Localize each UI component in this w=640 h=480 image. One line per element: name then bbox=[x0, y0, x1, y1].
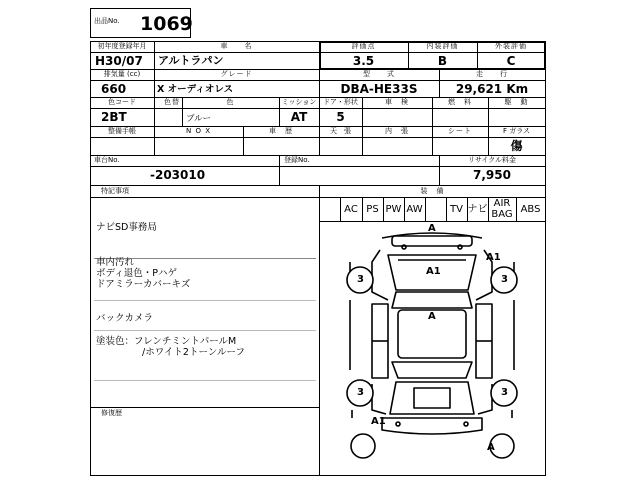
damage-wheel-rr: 3 bbox=[501, 387, 508, 398]
damage-wheel-fr: 3 bbox=[501, 274, 508, 285]
equipment-label: 装 備 bbox=[420, 187, 445, 195]
color-code-label: 色コード bbox=[108, 98, 136, 106]
model-value: DBA-HE33S bbox=[340, 82, 418, 96]
damage-front-right: A1 bbox=[486, 252, 501, 263]
lot-number-label: 出品No. bbox=[94, 17, 120, 25]
notes-label: 特記事項 bbox=[101, 187, 129, 195]
lot-number-value: 1069 bbox=[140, 13, 193, 35]
interior-value: B bbox=[437, 54, 448, 68]
fuel-label: 燃 料 bbox=[448, 98, 472, 106]
score-label: 評価点 bbox=[351, 42, 376, 50]
equipment-abs: ABS bbox=[520, 204, 541, 215]
mileage-label: 走 行 bbox=[476, 70, 508, 78]
exterior-value: C bbox=[506, 54, 516, 68]
doors-label: ドア・形状 bbox=[323, 98, 358, 106]
equipment-airbag: AIR BAG bbox=[491, 198, 513, 220]
equipment-pw: PW bbox=[385, 204, 402, 215]
first-reg-value: H30/07 bbox=[95, 54, 143, 68]
color-value: ブルー bbox=[186, 114, 212, 124]
seat-label: シート bbox=[448, 127, 472, 135]
equipment-ac: AC bbox=[344, 204, 358, 215]
equipment-tv: TV bbox=[450, 204, 463, 215]
inspection-label: 車 検 bbox=[385, 98, 409, 106]
displacement-label: 排気量 (cc) bbox=[103, 70, 141, 78]
car-name-label: 車 名 bbox=[220, 42, 253, 50]
interior-trim-label: 内 張 bbox=[385, 127, 409, 135]
damage-roof: A bbox=[428, 311, 436, 322]
note-line: 車内汚れ bbox=[96, 257, 135, 268]
interior-label: 内装評価 bbox=[426, 42, 459, 50]
note-line: /ホワイト2トーンルーフ bbox=[142, 347, 246, 358]
first-reg-label: 初年度登録年月 bbox=[97, 42, 147, 50]
repair-label: 修復歴 bbox=[101, 409, 122, 417]
displacement-value: 660 bbox=[101, 82, 127, 96]
color-type-label: 色替 bbox=[164, 98, 180, 106]
note-line: ドアミラーカバーキズ bbox=[96, 279, 191, 290]
note-line: ナビSD事務局 bbox=[96, 222, 157, 233]
color-code-value: 2BT bbox=[101, 110, 127, 124]
model-label: 型 式 bbox=[363, 70, 395, 78]
wheel-spare-left bbox=[351, 434, 375, 458]
mission-label: ミッション bbox=[281, 98, 317, 106]
drive-label: 駆 動 bbox=[504, 98, 529, 106]
score-value: 3.5 bbox=[352, 54, 375, 68]
damage-hood: A1 bbox=[426, 266, 441, 277]
equipment-ps: PS bbox=[366, 204, 379, 215]
damage-wheel-fl: 3 bbox=[357, 274, 364, 285]
recycle-label: リサイクル料金 bbox=[467, 156, 517, 164]
fglass-value: 傷 bbox=[510, 139, 523, 153]
grade-value: X オーディオレス bbox=[157, 84, 234, 95]
damage-wheel-rl: 3 bbox=[357, 387, 364, 398]
note-line: バックカメラ bbox=[96, 313, 154, 324]
roof-label: 天 張 bbox=[330, 127, 351, 135]
car-name-value: アルトラパン bbox=[158, 54, 224, 67]
recycle-value: 7,950 bbox=[473, 168, 511, 182]
damage-rear: A bbox=[487, 442, 495, 453]
fglass-label: F ガラス bbox=[502, 127, 531, 135]
grade-label: グレード bbox=[220, 70, 253, 78]
reg-no-label: 登録No. bbox=[284, 156, 310, 164]
chassis-no-value: -203010 bbox=[150, 168, 206, 182]
nox-label: N O X bbox=[186, 127, 211, 135]
equipment-aw: AW bbox=[406, 204, 423, 215]
mileage-value: 29,621 Km bbox=[455, 82, 529, 96]
equipment-navi: ナビ bbox=[467, 204, 488, 215]
exterior-label: 外装評価 bbox=[495, 42, 527, 50]
mission-value: AT bbox=[290, 110, 308, 124]
doors-value: 5 bbox=[336, 110, 345, 124]
chassis-no-label: 車台No. bbox=[94, 156, 120, 164]
history-label: 車 歴 bbox=[269, 127, 293, 135]
note-line: 塗装色：フレンチミントパールM bbox=[96, 336, 237, 347]
color-label: 色 bbox=[226, 98, 235, 106]
manual-label: 整備手帳 bbox=[108, 127, 136, 135]
damage-front: A bbox=[428, 223, 436, 234]
damage-rear-left-bumper: A1 bbox=[371, 416, 386, 427]
note-line: ボディ退色・Pハゲ bbox=[96, 268, 177, 279]
